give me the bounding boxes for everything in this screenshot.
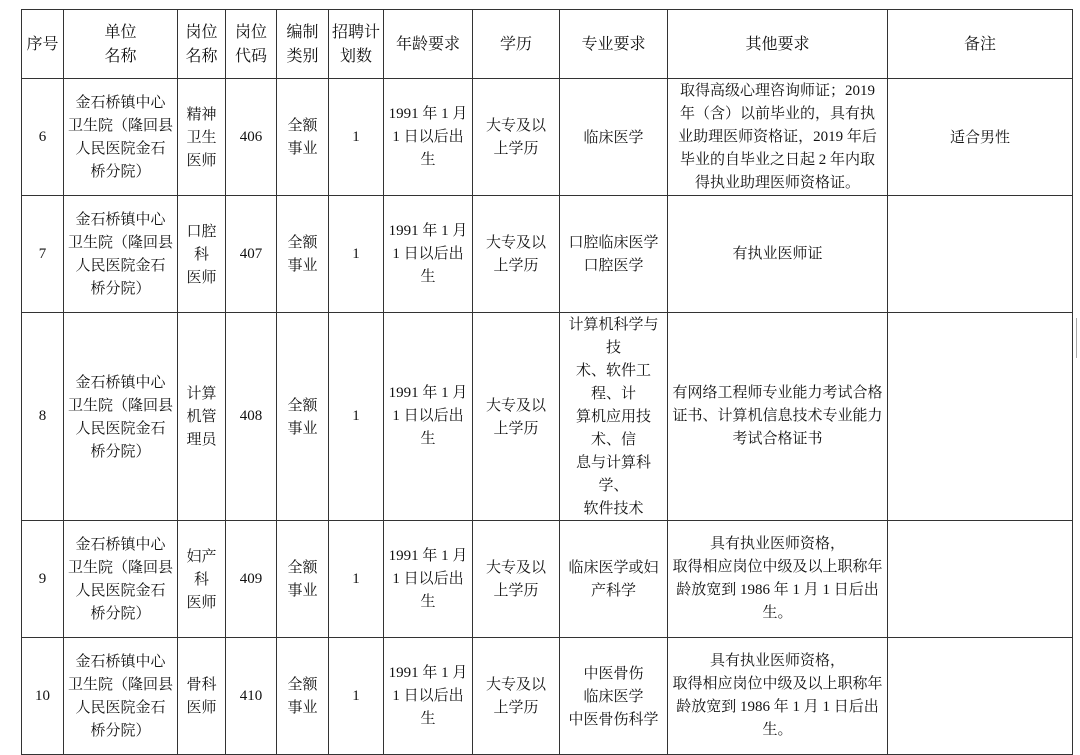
line: 软件技术	[583, 499, 644, 517]
cell-quota: 1	[329, 638, 384, 755]
cell-post-code: 410	[226, 638, 277, 755]
cell-age	[384, 196, 473, 313]
cell-education	[473, 521, 560, 638]
cell-post-code: 407	[226, 196, 277, 313]
line: 口腔医学	[583, 256, 644, 274]
cell-other	[668, 196, 888, 313]
line: 临床医学	[583, 686, 644, 705]
line: 1 日以后出	[392, 128, 464, 145]
line: 考试合格证书	[732, 431, 823, 447]
line: 生。	[762, 605, 793, 621]
line: 桥分院）	[90, 279, 151, 297]
line: 生	[420, 593, 436, 610]
line: 产科学	[590, 581, 636, 599]
cell-unit	[64, 313, 178, 521]
line: 1 日以后出	[392, 245, 464, 262]
cell-post-name	[178, 196, 226, 313]
cell-unit	[64, 638, 178, 755]
line: 得执业助理医师资格证。	[694, 174, 860, 191]
header-unit: 单位 名称	[64, 10, 178, 79]
cell-staff-type	[277, 638, 329, 755]
line: 上学历	[493, 418, 539, 437]
line: 桥分院）	[90, 441, 151, 460]
cell-education	[473, 79, 560, 196]
cell-staff-type	[277, 313, 329, 521]
line: 金石桥镇中心	[75, 535, 166, 553]
line: 生	[420, 710, 436, 727]
line: 金石桥镇中心	[75, 210, 166, 228]
line: 取得高级心理咨询师证；2019	[679, 82, 875, 99]
line: 金石桥镇中心	[75, 372, 166, 391]
line: 计算	[186, 384, 217, 402]
cell-major	[560, 313, 668, 521]
cell-post-code: 408	[226, 313, 277, 521]
cell-other	[668, 521, 888, 638]
line: 中医骨伤	[583, 663, 644, 682]
line: 事业	[287, 256, 318, 274]
line: 桥分院）	[90, 604, 151, 622]
cell-remark	[888, 313, 1073, 521]
cell-education	[473, 196, 560, 313]
table-row	[22, 313, 1073, 521]
cell-staff-type	[277, 79, 329, 196]
line: 理员	[186, 430, 217, 448]
line: 上学历	[493, 139, 539, 157]
cell-remark	[888, 196, 1073, 313]
line: 上学历	[493, 256, 539, 274]
line: 有执业医师证	[732, 245, 823, 262]
line: 事业	[287, 139, 318, 157]
line: 人民医院金石	[75, 256, 166, 274]
cell-major	[560, 196, 668, 313]
page-edge-mark	[1076, 318, 1080, 358]
line: 有网络工程师专业能力考试合格	[672, 385, 883, 401]
line: 人民医院金石	[75, 698, 166, 716]
line: 精神	[186, 104, 217, 123]
header-major: 专业要求	[560, 10, 668, 79]
cell-quota: 1	[329, 196, 384, 313]
line: 科	[193, 244, 209, 263]
line: 医师	[186, 698, 217, 716]
line: 医师	[186, 267, 217, 286]
line: 1991 年 1 月	[388, 385, 468, 401]
line: 术、软件工程、计	[575, 361, 651, 402]
line: 全额	[287, 558, 318, 576]
line: 1991 年 1 月	[388, 664, 468, 681]
line: 生	[420, 151, 436, 168]
line: 事业	[287, 418, 318, 437]
cell-age	[384, 638, 473, 755]
line: 全额	[287, 395, 318, 414]
line: 证书、计算机信息技术专业能力	[672, 408, 883, 424]
cell-other	[668, 638, 888, 755]
line: 卫生院（隆回县	[67, 558, 173, 576]
line: 具有执业医师资格，	[709, 653, 845, 669]
header-post-name: 岗位 名称	[178, 10, 226, 79]
line: 医师	[186, 592, 217, 611]
line: 事业	[287, 698, 318, 716]
cell-age	[384, 79, 473, 196]
line: 卫生院（隆回县	[67, 675, 173, 693]
table-row	[22, 521, 1073, 638]
line: 业助理医师资格证，2019 年后	[678, 128, 877, 145]
recruitment-table	[21, 9, 1073, 755]
line: 1991 年 1 月	[388, 105, 468, 122]
header-seq: 序号	[22, 10, 64, 79]
line: 大专及以	[485, 558, 546, 576]
line: 临床医学	[583, 127, 644, 146]
line: 1 日以后出	[392, 687, 464, 704]
header-remark: 备注	[888, 10, 1073, 79]
cell-seq: 7	[22, 196, 64, 313]
line: 妇产	[186, 546, 217, 565]
line: 全额	[287, 233, 318, 251]
line: 龄放宽到 1986 年 1 月 1 日后出	[676, 699, 879, 715]
line: 金石桥镇中心	[75, 93, 166, 111]
cell-unit	[64, 79, 178, 196]
line: 桥分院）	[90, 162, 151, 180]
cell-major	[560, 79, 668, 196]
line: 人民医院金石	[75, 581, 166, 599]
header-age: 年龄要求	[384, 10, 473, 79]
line: 中医骨伤科学	[568, 709, 659, 728]
cell-other	[668, 313, 888, 521]
cell-seq: 10	[22, 638, 64, 755]
line: 大专及以	[485, 675, 546, 693]
line: 大专及以	[485, 395, 546, 414]
cell-remark: 适合男性	[888, 79, 1073, 196]
header-quota: 招聘计 划数	[329, 10, 384, 79]
line: 1991 年 1 月	[388, 222, 468, 239]
table-row	[22, 638, 1073, 755]
cell-post-name	[178, 79, 226, 196]
line: 毕业的自毕业之日起 2 年内取	[679, 151, 875, 168]
cell-post-name	[178, 313, 226, 521]
line: 生。	[762, 722, 793, 738]
line: 桥分院）	[90, 721, 151, 739]
cell-remark	[888, 638, 1073, 755]
line: 年（含）以前毕业的，具有执	[679, 105, 875, 122]
cell-unit	[64, 196, 178, 313]
line: 1991 年 1 月	[388, 547, 468, 564]
cell-post-name	[178, 521, 226, 638]
line: 人民医院金石	[75, 418, 166, 437]
cell-major	[560, 638, 668, 755]
line: 上学历	[493, 698, 539, 716]
cell-quota: 1	[329, 79, 384, 196]
header-other: 其他要求	[668, 10, 888, 79]
line: 卫生	[186, 127, 217, 146]
line: 口腔	[186, 221, 217, 240]
table-body	[22, 79, 1073, 755]
line: 全额	[287, 116, 318, 134]
line: 生	[420, 431, 436, 447]
line: 科	[193, 569, 209, 588]
cell-age	[384, 313, 473, 521]
line: 息与计算科学、	[575, 453, 651, 494]
line: 取得相应岗位中级及以上职称年	[672, 676, 883, 692]
line: 大专及以	[485, 233, 546, 251]
cell-quota: 1	[329, 313, 384, 521]
header-education: 学历	[473, 10, 560, 79]
line: 算机应用技术、信	[575, 407, 651, 448]
line: 人民医院金石	[75, 139, 166, 157]
header-staff-type: 编制 类别	[277, 10, 329, 79]
line: 取得相应岗位中级及以上职称年	[672, 559, 883, 575]
cell-education	[473, 313, 560, 521]
line: 机管	[186, 407, 217, 425]
header-post-code: 岗位 代码	[226, 10, 277, 79]
cell-staff-type	[277, 196, 329, 313]
line: 全额	[287, 675, 318, 693]
line: 生	[420, 268, 436, 285]
line: 临床医学或妇	[568, 558, 659, 576]
line: 1 日以后出	[392, 408, 464, 424]
line: 龄放宽到 1986 年 1 月 1 日后出	[676, 582, 879, 598]
line: 医师	[186, 150, 217, 169]
cell-post-code: 406	[226, 79, 277, 196]
cell-seq: 6	[22, 79, 64, 196]
cell-seq: 8	[22, 313, 64, 521]
cell-staff-type	[277, 521, 329, 638]
line: 卫生院（隆回县	[67, 395, 173, 414]
cell-other	[668, 79, 888, 196]
line: 计算机科学与技	[568, 315, 659, 356]
cell-major	[560, 521, 668, 638]
header-row	[22, 10, 1073, 79]
cell-unit	[64, 521, 178, 638]
cell-post-name	[178, 638, 226, 755]
table-row	[22, 79, 1073, 196]
line: 口腔临床医学	[568, 233, 659, 251]
cell-seq: 9	[22, 521, 64, 638]
line: 上学历	[493, 581, 539, 599]
line: 具有执业医师资格，	[709, 536, 845, 552]
line: 卫生院（隆回县	[67, 233, 173, 251]
table-row	[22, 196, 1073, 313]
line: 金石桥镇中心	[75, 652, 166, 670]
line: 大专及以	[485, 116, 546, 134]
cell-remark	[888, 521, 1073, 638]
cell-quota: 1	[329, 521, 384, 638]
line: 骨科	[186, 675, 217, 693]
line: 卫生院（隆回县	[67, 116, 173, 134]
cell-post-code: 409	[226, 521, 277, 638]
line: 1 日以后出	[392, 570, 464, 587]
cell-age	[384, 521, 473, 638]
line: 事业	[287, 581, 318, 599]
cell-education	[473, 638, 560, 755]
